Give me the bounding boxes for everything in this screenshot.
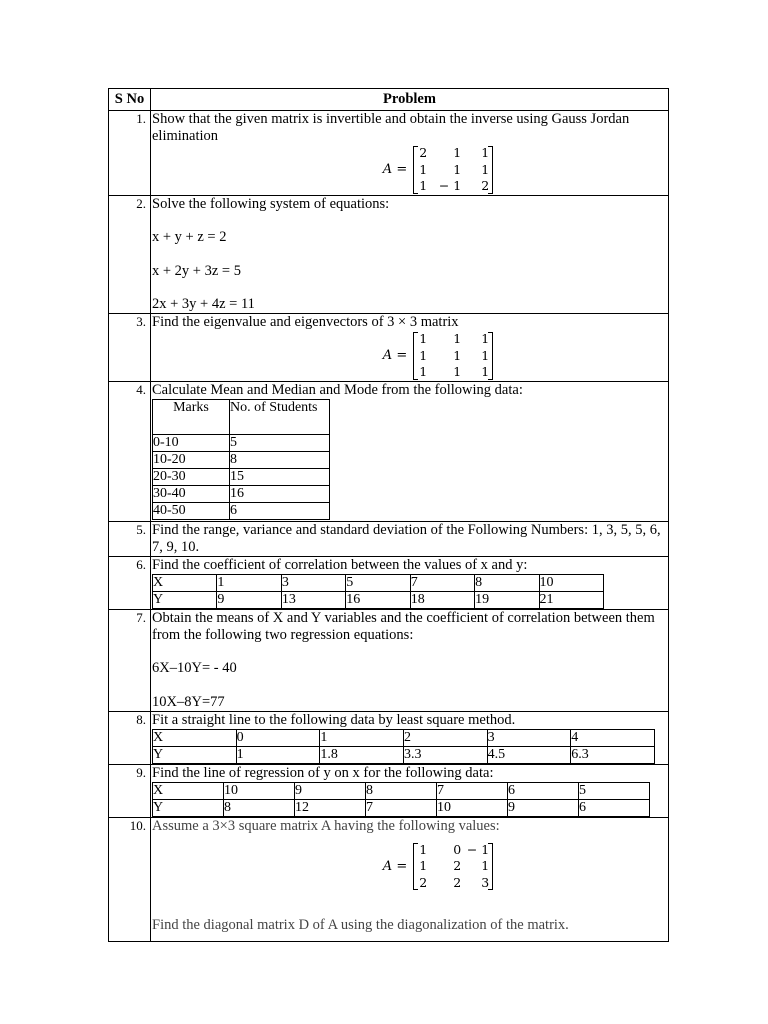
problem-text: Find the eigenvalue and eigenvectors of 3 × 3 matrix [152, 314, 459, 330]
problem-body [151, 381, 669, 521]
matrix-row [419, 348, 489, 365]
problem-body [151, 195, 669, 314]
problem-number: 6. [109, 556, 151, 609]
table-cell: 4 [571, 729, 655, 746]
table-cell: 1 [217, 574, 281, 591]
matrix-cell: 1 [453, 331, 462, 346]
problem-body [151, 111, 669, 196]
matrix-cell: 1 [481, 364, 490, 379]
matrix-symbol: A [382, 162, 393, 178]
problem-text: Find the diagonal matrix D of A using the diagonalization of the matrix. [152, 917, 569, 933]
table-header-row [153, 399, 330, 434]
table-cell: 6 [508, 782, 579, 799]
problem-text: Find the range, variance and standard deviation of the Following Numbers: 1, 3, 5, 5, 6, 7, 9, 10. [152, 521, 661, 555]
problem-number: 9. [109, 764, 151, 817]
matrix-cell: 2 [453, 858, 462, 873]
matrix-cell: 1 [419, 364, 428, 379]
matrix-cell: − 1 [438, 178, 462, 193]
matrix-cell: 2 [419, 145, 428, 160]
problem-text: Solve the following system of equations: [152, 195, 390, 212]
problem-body [151, 314, 669, 382]
table-cell: 9 [295, 782, 366, 799]
problem-text: Show that the given matrix is invertible and obtain the inverse using Gauss Jordan elimination [152, 111, 630, 144]
table-cell: 12 [295, 799, 366, 816]
table-cell: Y [153, 591, 217, 608]
table-row [153, 451, 330, 468]
matrix-cell: 2 [481, 178, 490, 193]
matrix-row [419, 331, 489, 348]
problem-body [151, 609, 669, 711]
matrix-cell: 1 [419, 331, 428, 346]
table-cell: 19 [475, 591, 539, 608]
matrix-cell: 0 [453, 841, 462, 857]
matrix-row [419, 364, 489, 381]
problem-number: 8. [109, 711, 151, 764]
problem-body [151, 817, 669, 941]
table-cell: 8 [230, 451, 330, 468]
table-cell: 6.3 [571, 746, 655, 763]
matrix-row [419, 875, 489, 892]
table-cell: 1 [236, 746, 320, 763]
matrix-cell: 1 [419, 841, 428, 857]
table-cell: 40-50 [153, 502, 230, 519]
matrix-cell: 2 [453, 874, 462, 890]
matrix-expression: A = 2 1 1 1 1 1 1 − 1 2 [208, 145, 668, 195]
problem-row [109, 381, 669, 521]
table-cell: 10-20 [153, 451, 230, 468]
table-cell: 7 [366, 799, 437, 816]
matrix [413, 145, 493, 195]
column-header-marks: Marks [153, 399, 230, 434]
problem-row [109, 314, 669, 382]
xy-table [152, 574, 604, 609]
table-cell: X [153, 574, 217, 591]
table-cell: 16 [346, 591, 410, 608]
table-cell: 9 [217, 591, 281, 608]
matrix-cell: 3 [481, 874, 490, 890]
equation: 6X–10Y= - 40 [152, 660, 237, 676]
table-cell: Y [153, 746, 237, 763]
table-cell: 18 [410, 591, 474, 608]
table-row [153, 434, 330, 451]
problem-number: 3. [109, 314, 151, 382]
problem-row [109, 556, 669, 609]
problem-number: 10. [109, 817, 151, 941]
sno-header: S No [109, 89, 151, 111]
problem-number: 1. [109, 111, 151, 196]
table-cell: 6 [230, 502, 330, 519]
table-cell: 21 [539, 591, 603, 608]
matrix-cell: 1 [481, 858, 490, 873]
table-cell: X [153, 782, 224, 799]
table-cell: 6 [579, 799, 650, 816]
matrix-cell: 1 [419, 178, 428, 193]
table-cell: 16 [230, 485, 330, 502]
problem-text: Fit a straight line to the following data by least square method. [152, 711, 516, 728]
matrix-cell: 1 [481, 145, 490, 160]
problem-body [151, 764, 669, 817]
problem-row [109, 711, 669, 764]
problem-number: 2. [109, 195, 151, 314]
table-cell: 5 [579, 782, 650, 799]
problem-text: Calculate Mean and Median and Mode from the following data: [152, 381, 523, 398]
problem-text: Find the line of regression of y on x for the following data: [152, 764, 494, 781]
problem-row [109, 111, 669, 196]
table-cell: 2 [403, 729, 487, 746]
problem-body [151, 711, 669, 764]
table-cell: 0 [236, 729, 320, 746]
table-row [153, 468, 330, 485]
marks-table [152, 399, 330, 520]
problem-number: 7. [109, 609, 151, 711]
table-cell: 15 [230, 468, 330, 485]
equation: x + y + z = 2 [152, 229, 227, 245]
matrix [413, 842, 493, 892]
table-cell: 8 [366, 782, 437, 799]
problem-row [109, 764, 669, 817]
table-cell: 0-10 [153, 434, 230, 451]
matrix [413, 331, 493, 381]
table-cell: 30-40 [153, 485, 230, 502]
table-cell: 7 [437, 782, 508, 799]
matrix-cell: 1 [481, 331, 490, 346]
problem-number: 4. [109, 381, 151, 521]
table-cell: 3.3 [403, 746, 487, 763]
column-header-students: No. of Students [230, 399, 330, 434]
matrix-cell: 2 [419, 874, 428, 890]
matrix-row [419, 842, 489, 859]
matrix-cell: 1 [453, 364, 462, 379]
equation: 10X–8Y=77 [152, 693, 225, 710]
table-cell: 20-30 [153, 468, 230, 485]
xy-table [152, 782, 650, 817]
table-cell: 8 [224, 799, 295, 816]
xy-table [152, 729, 655, 764]
matrix-row [419, 145, 489, 162]
matrix-row [419, 178, 489, 195]
matrix-cell: 1 [481, 161, 490, 177]
header-row [109, 89, 669, 111]
problem-header: Problem [151, 89, 669, 111]
problem-row [109, 195, 669, 314]
table-cell: 7 [410, 574, 474, 591]
matrix-cell: 1 [419, 858, 428, 873]
table-cell: 10 [437, 799, 508, 816]
table-cell: X [153, 729, 237, 746]
table-cell: 5 [346, 574, 410, 591]
y-row [153, 591, 604, 608]
equation: x + 2y + 3z = 5 [152, 262, 241, 279]
matrix-cell: 1 [419, 347, 428, 363]
matrix-row [419, 162, 489, 179]
x-row [153, 574, 604, 591]
problem-row [109, 521, 669, 556]
table-row [153, 502, 330, 519]
table-cell: 8 [475, 574, 539, 591]
x-row [153, 729, 655, 746]
problem-text: Find the coefficient of correlation between the values of x and y: [152, 556, 528, 573]
problem-sheet-table [108, 88, 669, 942]
table-cell: 1 [320, 729, 404, 746]
problem-text: Assume a 3×3 square matrix A having the following values: [152, 817, 500, 834]
matrix-expression: A = 1 1 1 1 1 1 1 1 1 [208, 331, 668, 381]
table-cell: 3 [281, 574, 345, 591]
equation: 2x + 3y + 4z = 11 [152, 296, 255, 312]
table-cell: 10 [224, 782, 295, 799]
matrix-cell: − 1 [466, 841, 490, 857]
y-row [153, 799, 650, 816]
problem-body [151, 556, 669, 609]
problem-number: 5. [109, 521, 151, 556]
table-cell: Y [153, 799, 224, 816]
table-cell: 5 [230, 434, 330, 451]
x-row [153, 782, 650, 799]
table-row [153, 485, 330, 502]
problem-row [109, 817, 669, 941]
matrix-cell: 1 [453, 161, 462, 177]
problem-row [109, 609, 669, 711]
table-cell: 13 [281, 591, 345, 608]
problem-body [151, 521, 669, 556]
y-row [153, 746, 655, 763]
table-cell: 1.8 [320, 746, 404, 763]
table-cell: 9 [508, 799, 579, 816]
matrix-symbol: A [382, 858, 393, 874]
matrix-row [419, 858, 489, 875]
matrix-cell: 1 [481, 347, 490, 363]
matrix-cell: 1 [453, 145, 462, 160]
problem-text: Obtain the means of X and Y variables and the coefficient of correlation between them from the following two regression equations: [152, 609, 655, 643]
table-cell: 4.5 [487, 746, 571, 763]
matrix-cell: 1 [453, 347, 462, 363]
matrix-symbol: A [382, 348, 393, 364]
matrix-expression: A = 1 0 − 1 1 2 1 2 2 3 [208, 842, 668, 892]
table-cell: 10 [539, 574, 603, 591]
matrix-cell: 1 [419, 161, 428, 177]
table-cell: 3 [487, 729, 571, 746]
